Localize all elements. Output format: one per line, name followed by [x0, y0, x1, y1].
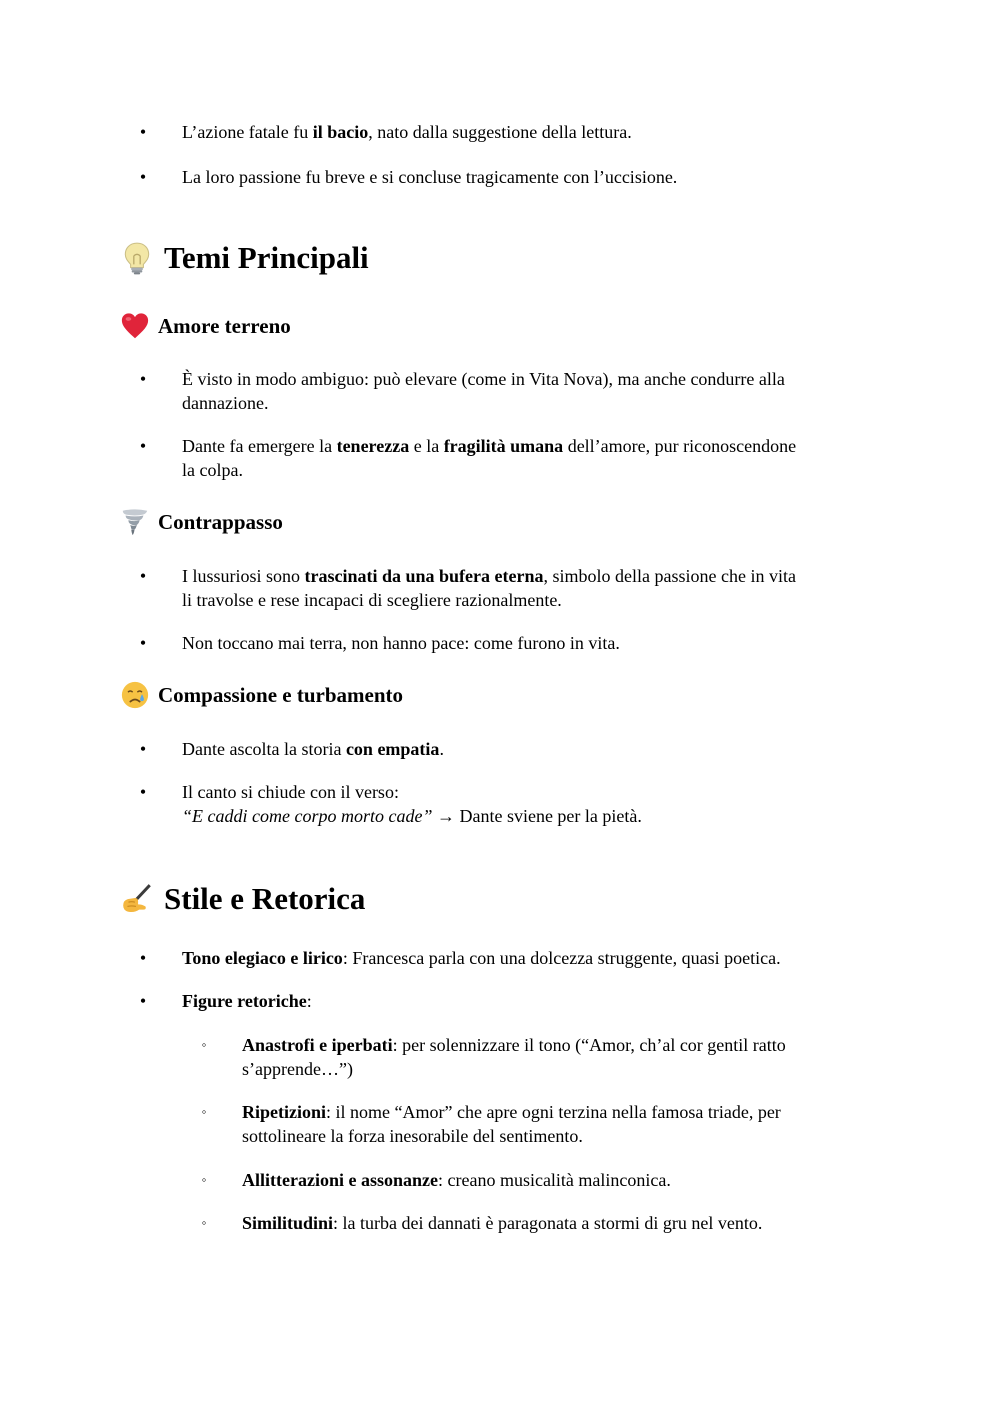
- bullet-text: Dante fa emergere la tenerezza e la fragilità umana dell’amore, pur riconoscendone la colpa.: [182, 436, 797, 480]
- lightbulb-icon: [120, 241, 154, 275]
- section-heading-stile: Stile e Retorica: [120, 881, 365, 919]
- bullet-glyph: •: [139, 122, 147, 142]
- bullet-glyph: •: [139, 633, 147, 653]
- bullet-glyph: •: [139, 566, 147, 586]
- bullet-text: Figure retoriche:: [182, 991, 312, 1011]
- bullet-glyph: •: [139, 369, 147, 389]
- writing-hand-icon: [120, 882, 154, 916]
- tornado-icon: [120, 507, 150, 537]
- bullet-text: Dante ascolta la storia con empatia.: [182, 739, 444, 759]
- bullet-text: La loro passione fu breve e si concluse tragicamente con l’uccisione.: [182, 167, 678, 187]
- bullet-glyph: •: [139, 991, 147, 1011]
- bullet-text: Anastrofi e iperbati: per solennizzare il tono (“Amor, ch’al cor gentil ratto s’apprende…”): [242, 1035, 786, 1079]
- sub-bullet-glyph: ◦: [201, 1037, 207, 1052]
- bullet-text: Ripetizioni: il nome “Amor” che apre ogni terzina nella famosa triade, per sottolineare la forza inesorabile del sentimento.: [242, 1102, 781, 1146]
- bullet-text: L’azione fatale fu il bacio, nato dalla suggestione della lettura.: [182, 122, 632, 142]
- bullet-text: I lussuriosi sono trascinati da una bufera eterna, simbolo della passione che in vita li travolse e rese incapaci di scegliere razionalmente.: [182, 566, 796, 610]
- sub-bullet-glyph: ◦: [201, 1104, 207, 1119]
- bullet-glyph: •: [139, 436, 147, 456]
- sub-bullet-glyph: ◦: [201, 1215, 207, 1230]
- bullet-text: Similitudini: la turba dei dannati è paragonata a stormi di gru nel vento.: [242, 1213, 763, 1233]
- crying-face-icon: [120, 680, 150, 710]
- bullet-text: È visto in modo ambiguo: può elevare (come in Vita Nova), ma anche condurre alla dannazione.: [182, 369, 785, 413]
- subsection-heading-amore: Amore terreno: [120, 312, 291, 343]
- bullet-text: Allitterazioni e assonanze: creano musicalità malinconica.: [242, 1170, 671, 1190]
- bullet-glyph: •: [139, 739, 147, 759]
- bullet-text: Il canto si chiude con il verso: “E caddi come corpo morto cade” → Dante sviene per la pietà.: [182, 782, 642, 826]
- subsection-heading-compassione: Compassione e turbamento: [120, 681, 403, 712]
- bullet-text: Non toccano mai terra, non hanno pace: come furono in vita.: [182, 633, 620, 653]
- bullet-glyph: •: [139, 167, 147, 187]
- section-heading-temi: Temi Principali: [120, 240, 369, 278]
- sub-bullet-glyph: ◦: [201, 1172, 207, 1187]
- bullet-text: Tono elegiaco e lirico: Francesca parla con una dolcezza struggente, quasi poetica.: [182, 948, 781, 968]
- red-heart-icon: [120, 311, 150, 341]
- bullet-glyph: •: [139, 948, 147, 968]
- subsection-heading-contrappasso: Contrappasso: [120, 508, 283, 539]
- bullet-glyph: •: [139, 782, 147, 802]
